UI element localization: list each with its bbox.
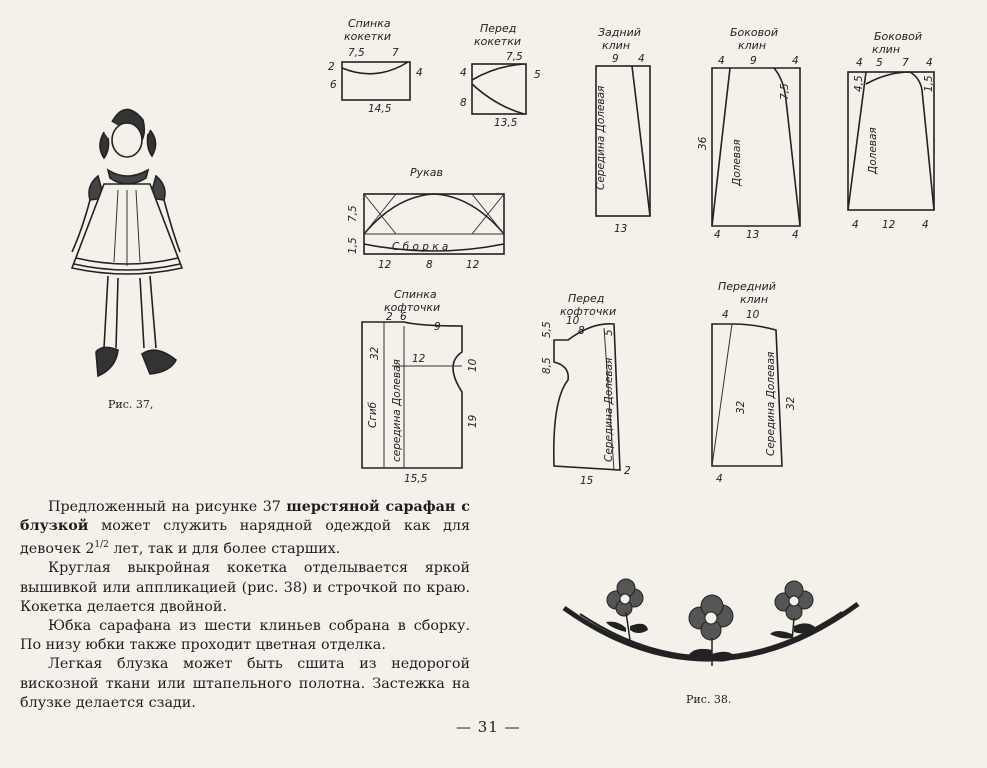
svg-text:9: 9 — [434, 321, 441, 333]
svg-text:32: 32 — [369, 346, 381, 360]
figure-37-caption: Рис. 37, — [108, 398, 154, 411]
svg-text:4: 4 — [792, 229, 799, 241]
svg-text:12: 12 — [466, 259, 480, 271]
svg-text:32: 32 — [785, 396, 797, 410]
svg-text:13: 13 — [746, 229, 760, 241]
paragraph-2: Круглая выкройная кокетка отделывается яркой вышивкой или аппликацией (рис. 38) и строчкой по краю. Кокетка делается двойной. — [20, 560, 470, 615]
svg-text:4: 4 — [416, 67, 423, 79]
svg-text:9: 9 — [750, 55, 757, 67]
svg-text:Перед: Перед — [568, 292, 605, 305]
svg-text:4: 4 — [922, 219, 929, 231]
svg-text:4: 4 — [722, 309, 729, 321]
svg-text:Передний: Передний — [718, 280, 776, 293]
svg-text:13,5: 13,5 — [494, 117, 518, 129]
svg-text:4: 4 — [716, 473, 723, 485]
svg-text:36: 36 — [697, 136, 709, 150]
svg-text:Сгиб: Сгиб — [367, 401, 379, 428]
svg-text:Середина Долевая: Середина Долевая — [595, 85, 607, 190]
svg-text:клин: клин — [740, 293, 769, 306]
svg-text:середина Долевая: середина Долевая — [391, 359, 403, 462]
svg-text:4: 4 — [460, 67, 467, 79]
svg-text:15: 15 — [580, 475, 594, 487]
svg-text:4: 4 — [638, 53, 645, 65]
svg-text:8: 8 — [578, 325, 585, 337]
svg-text:Боковой: Боковой — [730, 26, 779, 39]
svg-text:12: 12 — [378, 259, 392, 271]
svg-text:Середина Долевая: Середина Долевая — [603, 357, 615, 462]
svg-text:клин: клин — [738, 39, 767, 52]
svg-text:7,5: 7,5 — [347, 205, 359, 222]
svg-text:Рукав: Рукав — [410, 166, 444, 179]
svg-text:кокетки: кокетки — [344, 30, 391, 43]
svg-text:кофточки: кофточки — [384, 301, 441, 314]
svg-text:12: 12 — [412, 353, 426, 365]
svg-text:Середина Долевая: Середина Долевая — [765, 351, 777, 456]
svg-text:7: 7 — [902, 57, 909, 69]
svg-text:2: 2 — [386, 311, 393, 323]
svg-text:8,5: 8,5 — [541, 357, 553, 374]
page-number: — 31 — — [456, 718, 521, 736]
svg-text:12: 12 — [882, 219, 896, 231]
svg-text:4: 4 — [792, 55, 799, 67]
svg-text:Боковой: Боковой — [874, 30, 923, 43]
svg-text:Долевая: Долевая — [867, 127, 879, 174]
paragraph-4: Легкая блузка может быть сшита из недорогой вискозной ткани или штапельного полотна. Застежка на блузке делается сзади. — [20, 656, 470, 711]
svg-text:5: 5 — [603, 329, 615, 336]
svg-text:32: 32 — [735, 400, 747, 414]
svg-text:6: 6 — [330, 79, 337, 91]
svg-text:клин: клин — [602, 39, 631, 52]
svg-text:9: 9 — [612, 53, 619, 65]
svg-text:8: 8 — [426, 259, 433, 271]
svg-text:10: 10 — [746, 309, 760, 321]
figure-38-caption: Рис. 38. — [686, 693, 732, 706]
svg-text:Перед: Перед — [480, 22, 517, 35]
svg-text:4: 4 — [718, 55, 725, 67]
svg-text:15,5: 15,5 — [404, 473, 428, 485]
svg-text:7,5: 7,5 — [506, 51, 523, 63]
svg-text:10: 10 — [467, 358, 479, 372]
svg-text:5: 5 — [534, 69, 541, 81]
article-text — [20, 498, 470, 713]
svg-text:1,5: 1,5 — [923, 75, 935, 92]
svg-text:клин: клин — [872, 43, 901, 56]
svg-text:6: 6 — [400, 311, 407, 323]
svg-text:Задний: Задний — [598, 26, 641, 39]
svg-text:4: 4 — [852, 219, 859, 231]
svg-text:кокетки: кокетки — [474, 35, 521, 48]
svg-text:4: 4 — [926, 57, 933, 69]
svg-text:13: 13 — [614, 223, 628, 235]
svg-text:Спинка: Спинка — [348, 17, 391, 30]
svg-text:Спинка: Спинка — [394, 288, 437, 301]
svg-text:С б о р к а: С б о р к а — [392, 241, 449, 253]
svg-text:2: 2 — [624, 465, 631, 477]
svg-text:4,5: 4,5 — [853, 75, 865, 92]
svg-text:8: 8 — [460, 97, 467, 109]
paragraph-3: Юбка сарафана из шести клиньев собрана в сборку. По низу юбки также проходит цветная отделка. — [20, 617, 470, 654]
svg-text:Долевая: Долевая — [731, 139, 743, 186]
paragraph-1: Предложенный на рисунке 37 шерстяной сарафан с блузкой может служить нарядной одеждой как для девочек $2^{1/2}$ лет, так и для более старших. — [20, 499, 471, 558]
svg-text:5,5: 5,5 — [541, 321, 553, 338]
svg-text:1,5: 1,5 — [347, 237, 359, 254]
svg-text:4: 4 — [714, 229, 721, 241]
svg-text:7,5: 7,5 — [779, 83, 791, 100]
svg-text:10: 10 — [566, 315, 580, 327]
svg-text:7: 7 — [392, 47, 399, 59]
svg-text:5: 5 — [876, 57, 883, 69]
svg-text:4: 4 — [856, 57, 863, 69]
svg-text:кофточки: кофточки — [560, 305, 617, 318]
svg-text:2: 2 — [328, 61, 335, 73]
svg-text:19: 19 — [467, 414, 479, 428]
svg-text:14,5: 14,5 — [368, 103, 392, 115]
svg-text:7,5: 7,5 — [348, 47, 365, 59]
